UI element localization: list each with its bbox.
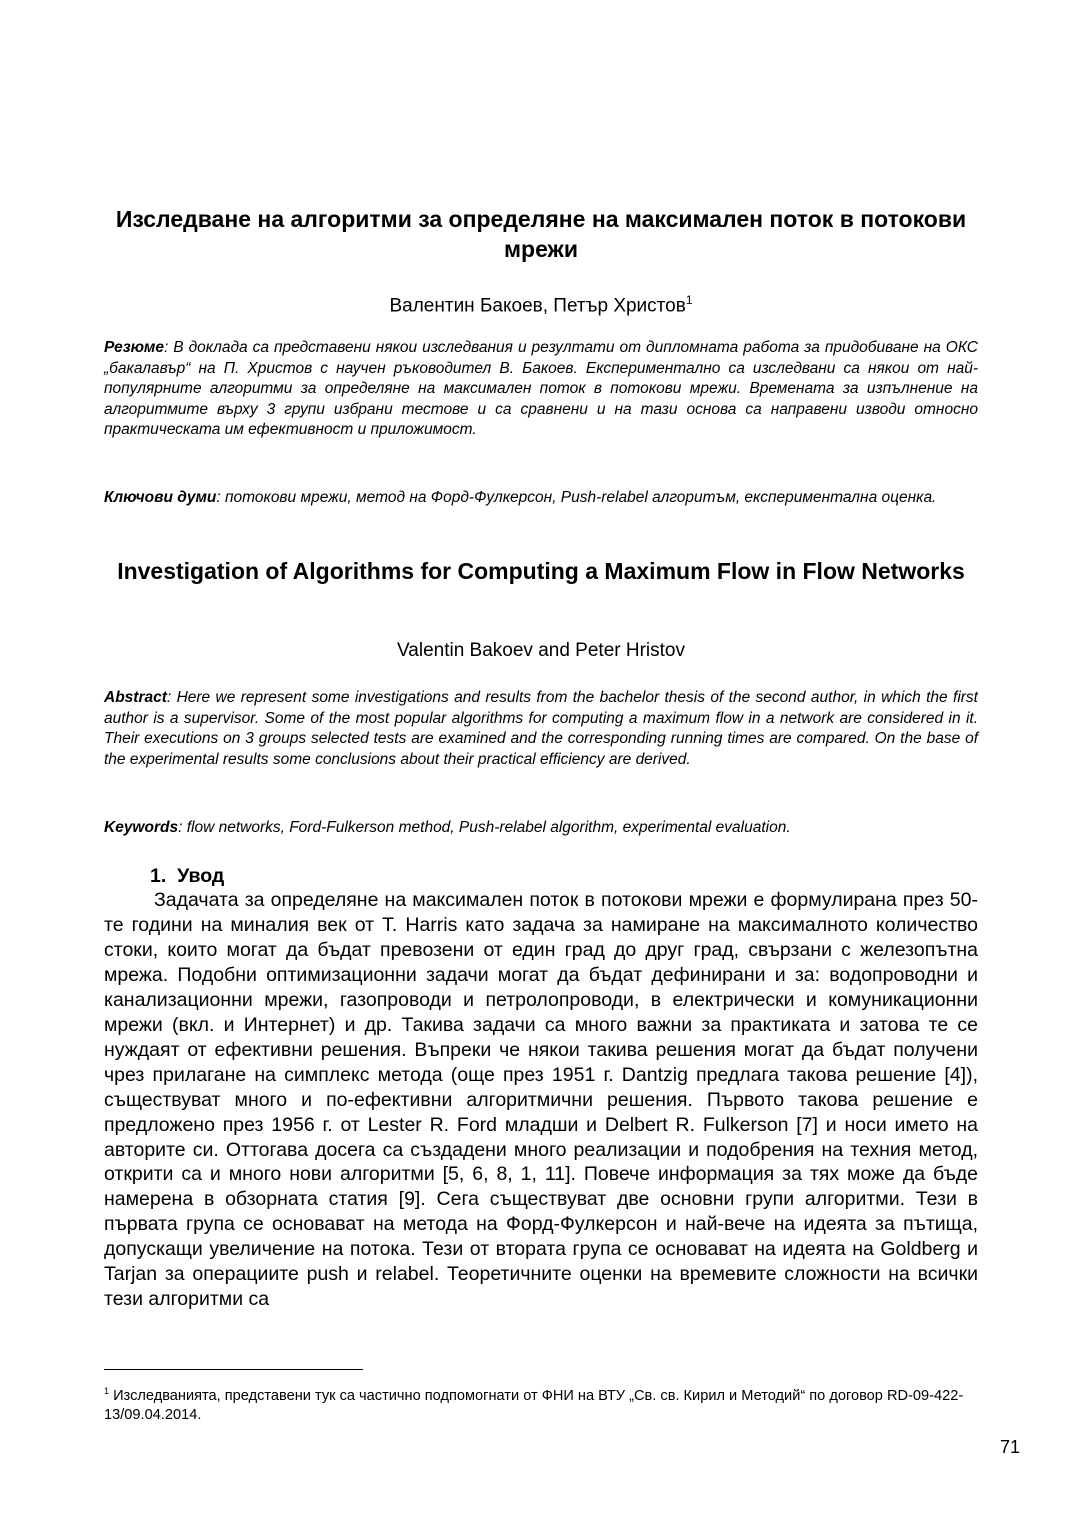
abstract-text-bulgarian: : В доклада са представени някои изследвания и резултати от дипломната работа за придобиване на ОКС „бакалавър“ на П. Христов с научен ръководител В. Бакоев. Експериментално са изследвани са някои от най-популярните алгоритми за определяне на максимален поток в потокови мрежи. Времената за изпълнение на алгоритмите върху 3 групи избрани тестове и са сравнени и на тази основа са направени изводи относно практическата им ефективност и приложимост. bbox=[104, 339, 978, 439]
footnote-divider bbox=[104, 1369, 363, 1370]
title-bulgarian: Изследване на алгоритми за определяне на максимален поток в потокови мрежи bbox=[115, 206, 967, 262]
keywords-bulgarian bbox=[104, 488, 978, 509]
footnote bbox=[104, 1382, 978, 1425]
section-title: Увод bbox=[177, 865, 225, 887]
authors-bulgarian-names: Валентин Бакоев, Петър Христов bbox=[389, 295, 686, 317]
keywords-text-bulgarian: : потокови мрежи, метод на Форд-Фулкерсон, Push-relabel алгоритъм, експериментална оценка. bbox=[216, 489, 937, 506]
abstract-label-english: Abstract bbox=[104, 689, 167, 706]
footnote-text: Изследванията, представени тук са частично подпомогнати от ФНИ на ВТУ „Св. св. Кирил и Методий“ по договор RD-09-422-13/09.04.2014. bbox=[104, 1387, 964, 1423]
section-number: 1. bbox=[150, 865, 167, 887]
authors-bulgarian bbox=[104, 288, 978, 318]
keywords-label-english: Keywords bbox=[104, 819, 179, 836]
title-english: Investigation of Algorithms for Computing a Maximum Flow in Flow Networks bbox=[117, 558, 965, 584]
section-heading bbox=[150, 864, 224, 888]
keywords-text-english: : flow networks, Ford-Fulkerson method, Push-relabel algorithm, experimental evaluation. bbox=[178, 819, 791, 836]
footnote-reference: 1 bbox=[685, 293, 693, 307]
section-paragraph-text: Задачата за определяне на максимален поток в потокови мрежи е формулирана през 50-те години на миналия век от T. Harris като задача за намиране на максималното количество стоки, които могат да бъдат превозени от един град до друг град, свързани с железопътна мрежа. Подобни оптимизационни задачи могат да бъдат дефинирани и за: водопроводни и канализационни мрежи, газопроводи и петролопроводи, в електрически и комуникационни мрежи (вкл. и Интернет) и др. Такива задачи са много важни за практиката и затова те се нуждаят от ефективни решения. Въпреки че някои такива решения могат да бъдат получени чрез прилагане на симплекс метода (още през 1951 г. Dantzig предлага такова решение [4]), съществуват много и по-ефективни алгоритмични решения. Първото такова решение е предложено през 1956 г. от Lester R. Ford младши и Delbert R. Fulkerson [7] и носи името на авторите си. Оттогава досега са създадени много реализации и подобрения на техния метод, открити са и много нови алгоритми [5, 6, 8, 1, 11]. Повече информация за тях може да бъде намерена в обзорната статия [9]. Сега съществуват две основни групи алгоритми. Тези в първата група се основават на метода на Форд-Фулкерсон и най-вече на идеята за пътища, допускащи увеличение на потока. Тези от втората група се основават на идеята на Goldberg и Tarjan за операциите push и relabel. Теоретичните оценки на времевите сложности на всички тези алгоритми са bbox=[104, 889, 978, 1311]
abstract-bulgarian bbox=[104, 338, 978, 441]
abstract-text-english: : Here we represent some investigations and results from the bachelor thesis of the second author, in which the first author is a supervisor. Some of the most popular algorithms for computing a maximum flow in a network are considered in it. Their executions on 3 groups selected tests are examined and the corresponding running times are compared. On the base of the experimental results some conclusions about their practical efficiency are derived. bbox=[104, 689, 978, 768]
section-paragraph bbox=[104, 888, 978, 1312]
abstract-label-bulgarian: Резюме bbox=[104, 339, 164, 356]
authors-english: Valentin Bakoev and Peter Hristov bbox=[397, 640, 685, 661]
page-number: 71 bbox=[1000, 1437, 1021, 1457]
abstract-english bbox=[104, 688, 978, 770]
footnote-mark: 1 bbox=[104, 1386, 110, 1396]
keywords-label-bulgarian: Ключови думи bbox=[104, 489, 217, 506]
keywords-english bbox=[104, 818, 978, 839]
